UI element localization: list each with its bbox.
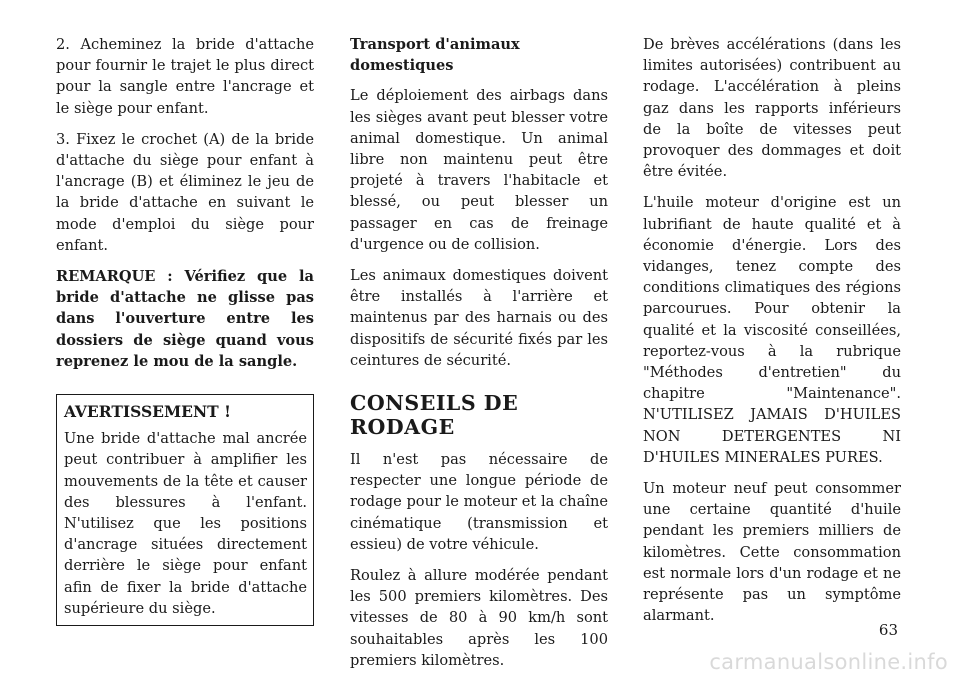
- break-in-heading: CONSEILS DE RODAGE: [350, 391, 519, 440]
- column-left: [56, 34, 314, 626]
- column-middle: [350, 34, 608, 681]
- acceleration-paragraph: De brèves accélérations (dans les limites autorisées) contribuent au rodage. L'accélération à pleins gaz dans les rapports inférieurs de la boîte de vitesses peut provoquer des dommages et doit être évitée.: [643, 36, 901, 181]
- page-number: 63: [878, 621, 898, 639]
- engine-oil-paragraph: L'huile moteur d'origine est un lubrifiant de haute qualité et à économie d'énergie. Lors des vidanges, tenez compte des conditions climatiques des régions parcourues. Pour obtenir la qualité et la viscosité conseillées, reportez-vous à la rubrique "Méthodes d'entretien" du chapitre "Maintenance". N'UTILISEZ JAMAIS D'HUILES NON DETERGENTES NI D'HUILES MINERALES PURES.: [643, 194, 901, 466]
- step-3-paragraph: 3. Fixez le crochet (A) de la bride d'attache du siège pour enfant à l'ancrage (B) et éliminez le jeu de la bride d'attache en suivant le mode d'emploi du siège pour enfant.: [56, 130, 314, 254]
- pet-airbag-paragraph: Le déploiement des airbags dans les sièges avant peut blesser votre animal domestique. Un animal libre non maintenu peut être projeté à travers l'habitacle et blessé, ou peut blesser un passager en cas de freinage d'urgence ou de collision.: [350, 87, 608, 253]
- break-in-speed-paragraph: Roulez à allure modérée pendant les 500 premiers kilomètres. Des vitesses de 80 à 90 km/h sont souhaitables après les 100 premiers kilomètres.: [350, 567, 608, 669]
- oil-consumption-paragraph: Un moteur neuf peut consommer une certaine quantité d'huile pendant les premiers milliers de kilomètres. Cette consommation est normale lors d'un rodage et ne représente pas un symptôme alarmant.: [643, 480, 901, 625]
- step-2-paragraph: 2. Acheminez la bride d'attache pour fournir le trajet le plus direct pour la sangle entre l'ancrage et le siège pour enfant.: [56, 36, 314, 117]
- column-right: [643, 34, 901, 636]
- pet-transport-heading: Transport d'animaux domestiques: [350, 36, 520, 75]
- warning-text: Une bride d'attache mal ancrée peut contribuer à amplifier les mouvements de la tête et causer des blessures à l'enfant. N'utilisez que les positions d'ancrage situées directement derrière le siège pour enfant afin de fixer la bride d'attache supérieure du siège.: [64, 430, 307, 617]
- watermark: carmanualsonline.info: [709, 650, 948, 674]
- note-paragraph: REMARQUE : Vérifiez que la bride d'attache ne glisse pas dans l'ouverture entre les dossiers de siège quand vous reprenez le mou de la sangle.: [56, 268, 314, 370]
- break-in-intro-paragraph: Il n'est pas nécessaire de respecter une longue période de rodage pour le moteur et la chaîne cinématique (transmission et essieu) de votre véhicule.: [350, 451, 608, 553]
- pet-restraint-paragraph: Les animaux domestiques doivent être installés à l'arrière et maintenus par des harnais ou des dispositifs de sécurité fixés par les ceintures de sécurité.: [350, 267, 608, 369]
- warning-title: AVERTISSEMENT !: [64, 402, 231, 422]
- warning-box: [56, 394, 314, 626]
